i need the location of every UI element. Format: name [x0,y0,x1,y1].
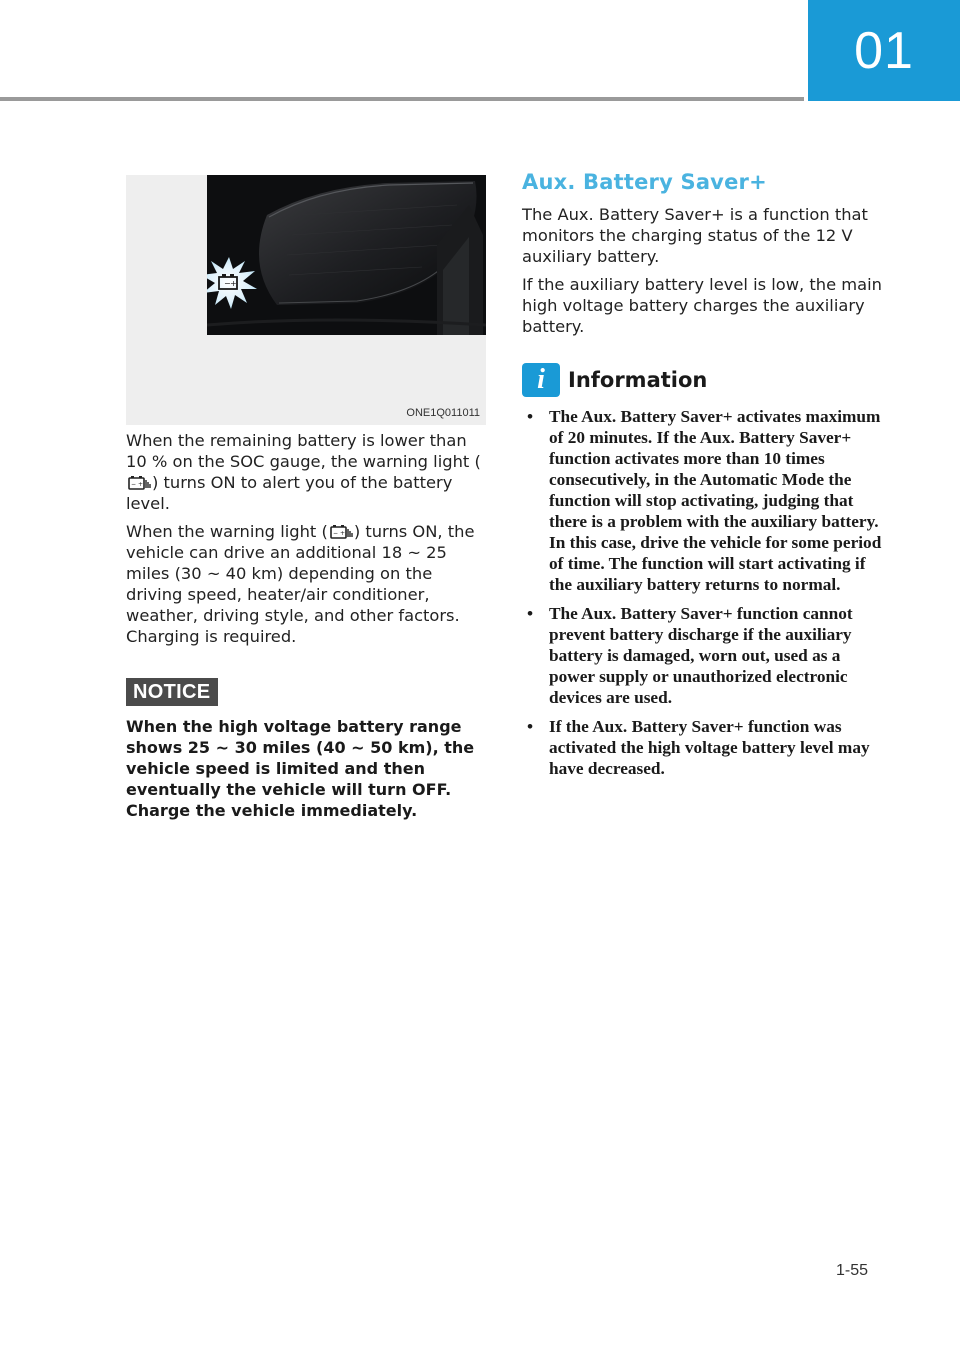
battery-icon [329,523,353,541]
chapter-tab: 01 [808,0,960,101]
soc-warning-paragraph [126,430,488,514]
svg-text:−: − [224,279,231,288]
figure-code: ONE1Q011011 [406,407,480,419]
header-rule [0,97,804,101]
information-title: Information [568,368,708,392]
svg-text:−: − [332,530,338,537]
section-title: Aux. Battery Saver+ [522,170,767,194]
notice-text: When the high voltage battery range shows 25 ~ 30 miles (40 ~ 50 km), the vehicle speed is limited and then eventually the vehicle will turn OFF. Charge the vehicle immediately. [126,717,475,820]
left-column [126,430,488,821]
svg-text:+: + [230,279,237,288]
list-item-text: The Aux. Battery Saver+ activates maximum of 20 minutes. If the Aux. Battery Saver+ function activates more than 10 times consecutively, in the Automatic Mode the function will stop activating, judging that there is a problem with the auxiliary battery. In this case, drive the vehicle for some period of time. The function will start activating if the auxiliary battery returns to normal. [549,407,882,594]
list-item-text: If the Aux. Battery Saver+ function was activated the high voltage battery level may have decreased. [549,717,870,778]
list-item [522,603,888,708]
bullet: • [527,604,534,623]
aux-saver-paragraph: The Aux. Battery Saver+ is a function that monitors the charging status of the 12 V auxiliary battery. [522,205,868,266]
aux-charge-paragraph: If the auxiliary battery level is low, the main high voltage battery charges the auxiliary battery. [522,275,882,336]
cluster-figure [126,175,486,425]
list-item-text: The Aux. Battery Saver+ function cannot prevent battery discharge if the auxiliary battery is damaged, worn out, used as a power supply or unauthorized electronic devices are used. [549,604,853,707]
battery-icon [127,474,151,492]
p2-part2: ) turns ON, the vehicle can drive an additional 18 ~ 25 miles (30 ~ 40 km) depending on the driving speed, heater/air conditioner, weather, driving style, and other factors. Charging is required. [126,522,475,646]
list-item [522,716,888,779]
battery-warning-icon [207,255,259,311]
information-list [522,406,888,779]
range-warning-paragraph [126,521,488,647]
p2-part1: When the warning light ( [126,522,328,541]
right-column [522,170,888,787]
notice-label: NOTICE [126,678,218,706]
bullet: • [527,407,534,426]
p1-part2: ) turns ON to alert you of the battery level. [126,473,453,513]
list-item [522,406,888,595]
info-icon: i [522,363,560,397]
p1-part1: When the remaining battery is lower than 10 % on the SOC gauge, the warning light ( [126,431,481,471]
bullet: • [527,717,534,736]
svg-text:−: − [131,481,137,488]
svg-text:+: + [339,530,345,537]
svg-text:+: + [138,481,144,488]
page-number: 1-55 [835,1262,868,1279]
information-header [522,363,888,397]
cluster-illustration [207,175,486,335]
